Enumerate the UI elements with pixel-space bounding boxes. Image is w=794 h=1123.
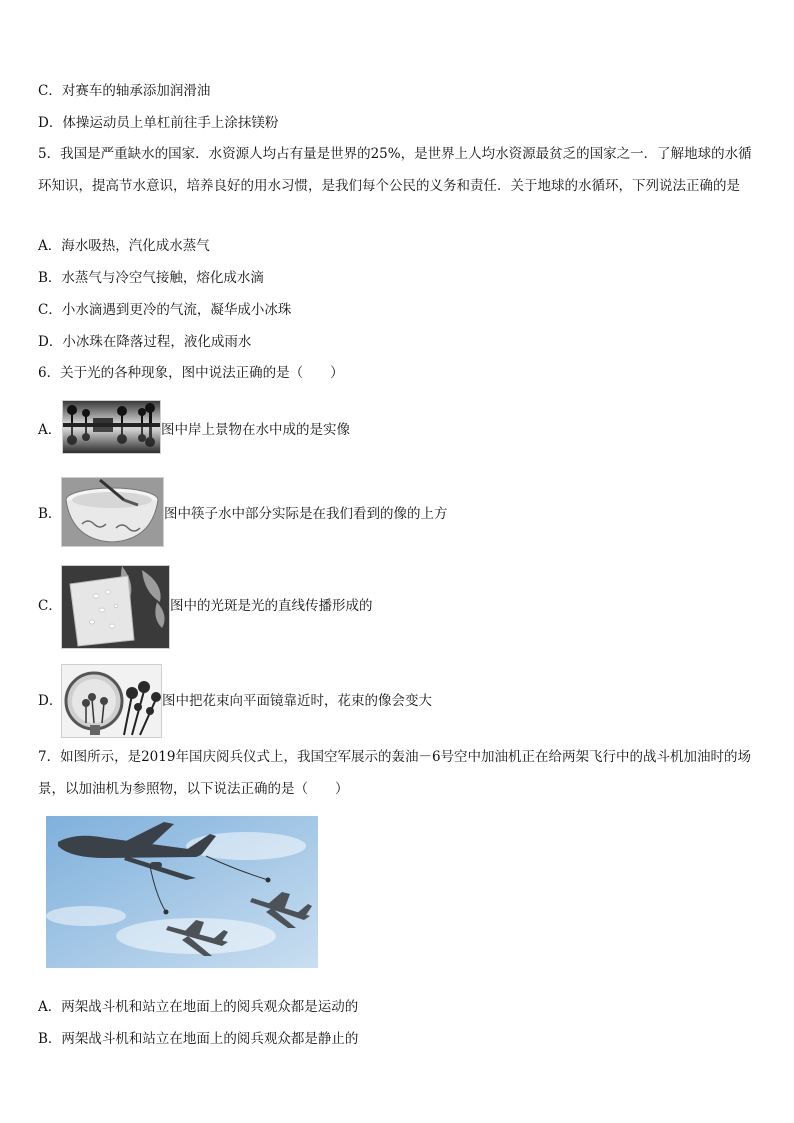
- reflection-in-water-image: [62, 400, 161, 454]
- flowers-and-mirror-image: [61, 664, 162, 738]
- q5-option-d: D．小冰珠在降落过程，液化成雨水: [38, 334, 252, 350]
- aerial-refueling-image: [46, 816, 318, 968]
- option-d-prev: D．体操运动员上单杠前往手上涂抹镁粉: [38, 115, 279, 131]
- q6-option-c-text: 图中的光斑是光的直线传播形成的: [170, 598, 373, 614]
- q7-option-a: A．两架战斗机和站立在地面上的阅兵观众都是运动的: [38, 999, 359, 1015]
- q6-option-c-letter: C．: [38, 598, 62, 614]
- q6-option-b-text: 图中筷子水中部分实际是在我们看到的像的上方: [164, 506, 448, 522]
- q6-option-d-letter: D．: [38, 693, 63, 709]
- q5-option-c: C．小水滴遇到更冷的气流，凝华成小冰珠: [38, 302, 292, 318]
- light-spots-under-tree-image: [61, 565, 170, 649]
- q5-option-b: B．水蒸气与冷空气接触，熔化成水滴: [38, 270, 264, 286]
- q6-option-b-letter: B．: [38, 506, 62, 522]
- q5-option-a: A．海水吸热，汽化成水蒸气: [38, 238, 210, 254]
- chopstick-in-bowl-image: [61, 477, 164, 547]
- q6-option-d-text: 图中把花束向平面镜靠近时，花束的像会变大: [162, 693, 432, 709]
- question-5-stem: 5．我国是严重缺水的国家．水资源人均占有量是世界的25%，是世界上人均水资源最贫乏的国家之一．了解地球的水循环知识，提高节水意识，培养良好的用水习惯，是我们每个公民的义务和责任．关于地球的水循环，下列说法正确的是: [38, 146, 752, 194]
- q6-option-a-letter: A．: [38, 422, 62, 438]
- option-c-prev: C．对赛车的轴承添加润滑油: [38, 83, 211, 99]
- question-7-stem: 7．如图所示，是2019年国庆阅兵仪式上，我国空军展示的轰油－6号空中加油机正在给两架飞行中的战斗机加油时的场景，以加油机为参照物，以下说法正确的是（ ）: [38, 749, 752, 797]
- q6-option-a-text: 图中岸上景物在水中成的是实像: [161, 422, 350, 438]
- q7-option-b: B．两架战斗机和站立在地面上的阅兵观众都是静止的: [38, 1031, 359, 1047]
- question-6-stem: 6．关于光的各种现象，图中说法正确的是（ ）: [38, 365, 344, 381]
